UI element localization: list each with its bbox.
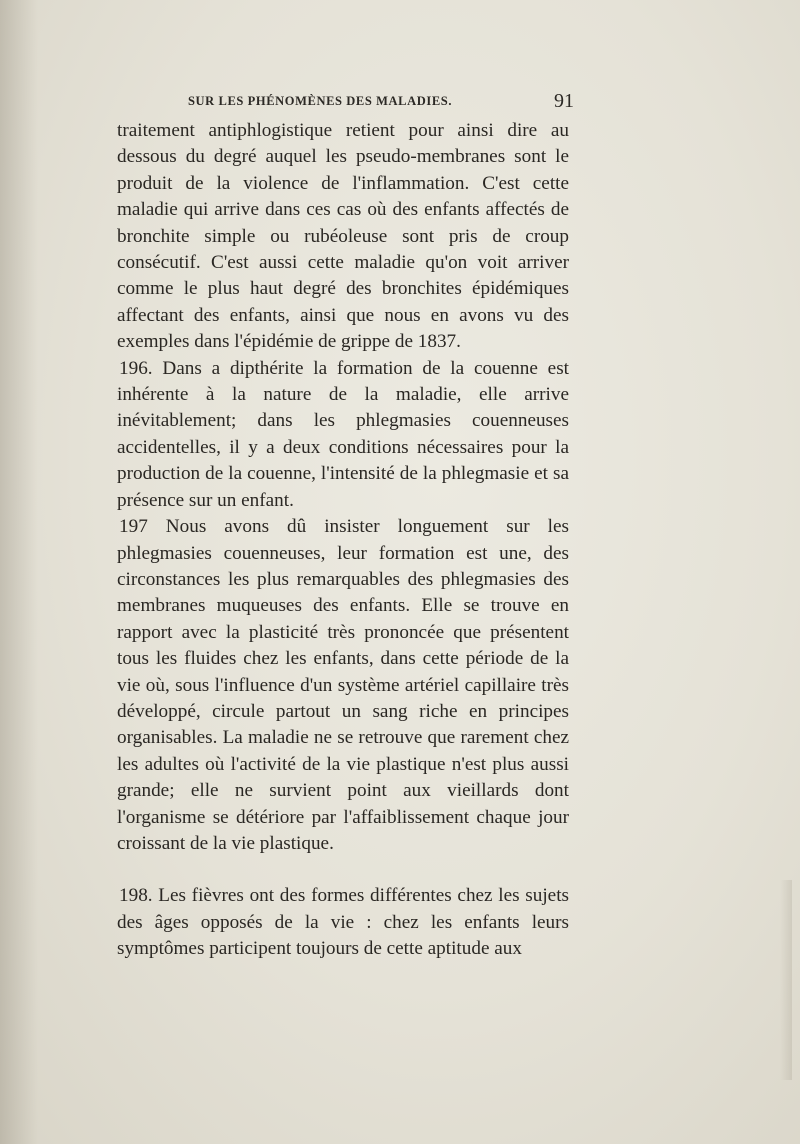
page-number: 91 [554, 90, 574, 112]
paper-edge-stain [780, 880, 792, 1080]
page-header [188, 92, 574, 112]
running-title: SUR LES PHÉNOMÈNES DES MALADIES. [188, 94, 453, 108]
page-gutter-shadow [0, 0, 38, 1144]
body-text [117, 118, 569, 963]
paragraph-197: 197 Nous avons dû insister longuement sur les phlegmasies couenneuses, leur formation est une, des circonstances les plus remarquables des phlegmasies des membranes muqueuses des enfants. Elle se trouve en rapport avec la plasticité très prononcée que présentent tous les fluides chez les enfants, dans cette période de la vie où, sous l'influence d'un système artériel capillaire très développé, circule partout un sang riche en principes organisables. La maladie ne se retrouve que rarement chez les adultes où l'activité de la vie plastique n'est plus aussi grande; elle ne survient point aux vieillards dont l'organisme se détériore par l'affaiblissement chaque jour croissant de la vie plastique. [117, 516, 569, 854]
paragraph-continued: traitement antiphlogistique retient pour ainsi dire au dessous du degré auquel les pseudo-membranes sont le produit de la violence de l'inflammation. C'est cette maladie qui arrive dans ces cas où des enfants affectés de bronchite simple ou rubéoleuse sont pris de croup consécutif. C'est aussi cette maladie qu'on voit arriver comme le plus haut degré des bronchites épidémiques affectant des enfants, ainsi que nous en avons vu des exemples dans l'épidémie de grippe de 1837. [117, 120, 569, 353]
paragraph-198: 198. Les fièvres ont des formes différentes chez les sujets des âges opposés de la vie : chez les enfants leurs symptômes participent toujours de cette aptitude aux [117, 885, 569, 960]
paragraph-196: 196. Dans a dipthérite la formation de la couenne est inhérente à la nature de la maladie, elle arrive inévitablement; dans les phlegmasies couenneuses accidentelles, il y a deux conditions nécessaires pour la production de la couenne, l'intensité de la phlegmasie et sa présence sur un enfant. [117, 357, 569, 511]
paragraph-gap [117, 857, 569, 883]
